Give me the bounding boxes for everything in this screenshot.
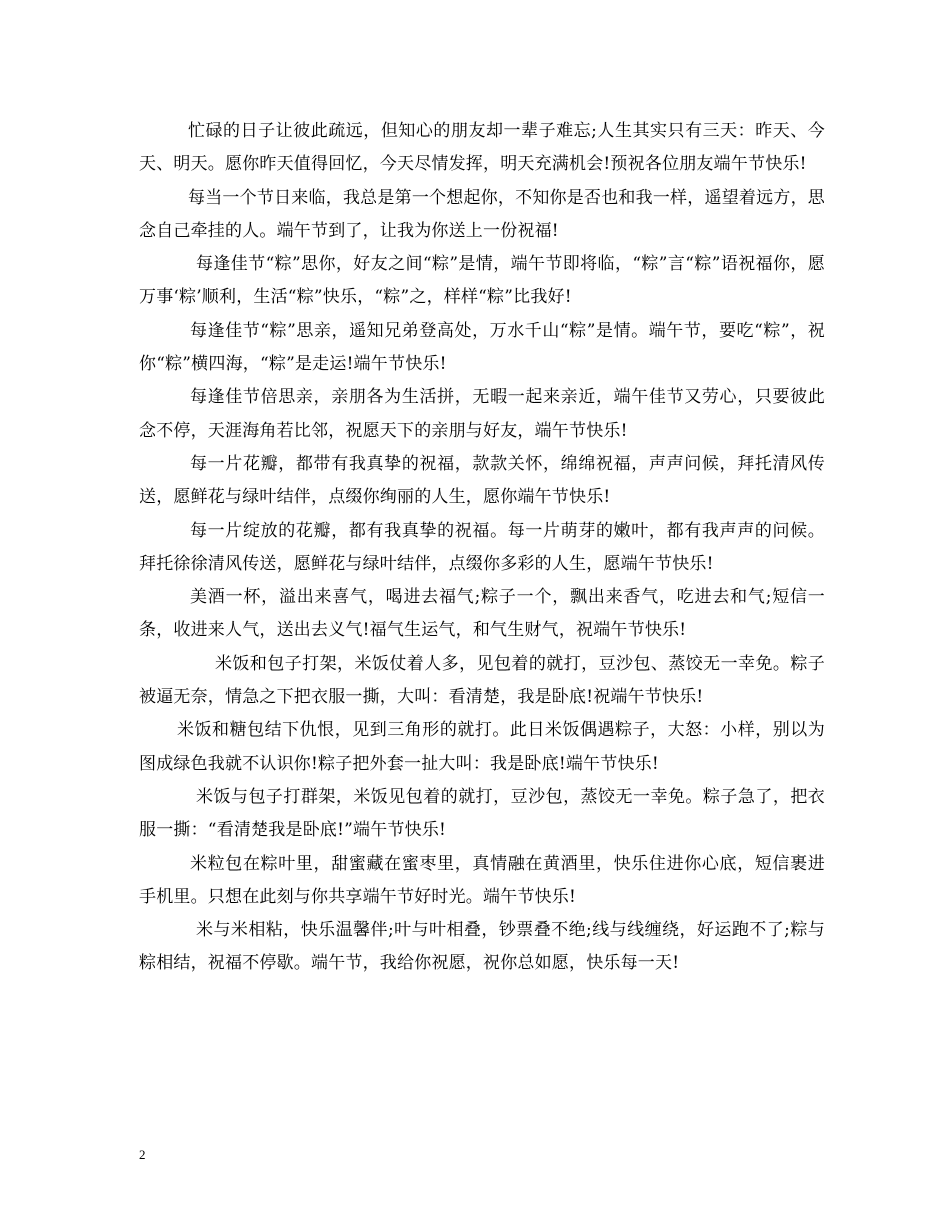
paragraph-3: 每逢佳节“粽”思你，好友之间“粽”是情，端午节即将临，“粽”言“粽”语祝福你，愿万事‘粽’顺利，生活“粽”快乐，“粽”之，样样“粽”比我好! [139, 254, 825, 308]
paragraph-4: 每逢佳节“粽”思亲，遥知兄弟登高处，万水千山“粽”是情。端午节，要吃“粽”，祝你“粽”横四海，“粽”是走运!端午节快乐! [139, 320, 825, 375]
paragraph-2: 每当一个节日来临，我总是第一个想起你，不知你是否也和我一样，遥望着远方，思念自己牵挂的人。端午节到了，让我为你送上一份祝福! [139, 187, 825, 241]
paragraph-5: 每逢佳节倍思亲，亲朋各为生活拼，无暇一起来亲近，端午佳节又劳心，只要彼此念不停，天涯海角若比邻，祝愿天下的亲朋与好友，端午节快乐! [139, 387, 825, 441]
page-number: 2 [139, 1147, 146, 1162]
paragraph-8: 美酒一杯，溢出来喜气，喝进去福气;粽子一个，飘出来香气，吃进去和气;短信一条，收进来人气，送出去义气!福气生运气，和气生财气，祝端午节快乐! [139, 587, 825, 641]
document-body [139, 115, 825, 981]
paragraph-1: 忙碌的日子让彼此疏远，但知心的朋友却一辈子难忘;人生其实只有三天：昨天、今天、明天。愿你昨天值得回忆，今天尽情发挥，明天充满机会!预祝各位朋友端午节快乐! [139, 121, 825, 175]
paragraph-13: 米与米相粘，快乐温馨伴;叶与叶相叠，钞票叠不绝;线与线缠绕，好运跑不了;粽与粽相结，祝福不停歇。端午节，我给你祝愿，祝你总如愿，快乐每一天! [139, 920, 825, 974]
paragraph-10: 米饭和糖包结下仇恨，见到三角形的就打。此日米饭偶遇粽子，大怒：小样，别以为图成绿色我就不认识你!粽子把外套一扯大叫：我是卧底!端午节快乐! [139, 720, 825, 774]
paragraph-6: 每一片花瓣，都带有我真挚的祝福，款款关怀，绵绵祝福，声声问候，拜托清风传送，愿鲜花与绿叶结伴，点缀你绚丽的人生，愿你端午节快乐! [139, 453, 825, 508]
paragraph-12: 米粒包在粽叶里，甜蜜藏在蜜枣里，真情融在黄酒里，快乐住进你心底，短信裹进手机里。只想在此刻与你共享端午节好时光。端午节快乐! [139, 853, 825, 907]
paragraph-7: 每一片绽放的花瓣，都有我真挚的祝福。每一片萌芽的嫩叶，都有我声声的问候。拜托徐徐清风传送，愿鲜花与绿叶结伴，点缀你多彩的人生，愿端午节快乐! [139, 520, 825, 574]
paragraph-9: 米饭和包子打架，米饭仗着人多，见包着的就打，豆沙包、蒸饺无一幸免。粽子被逼无奈，情急之下把衣服一撕，大叫：看清楚，我是卧底!祝端午节快乐! [139, 653, 825, 708]
paragraph-11: 米饭与包子打群架，米饭见包着的就打，豆沙包，蒸饺无一幸免。粽子急了，把衣服一撕：“看清楚我是卧底!”端午节快乐! [139, 786, 825, 841]
